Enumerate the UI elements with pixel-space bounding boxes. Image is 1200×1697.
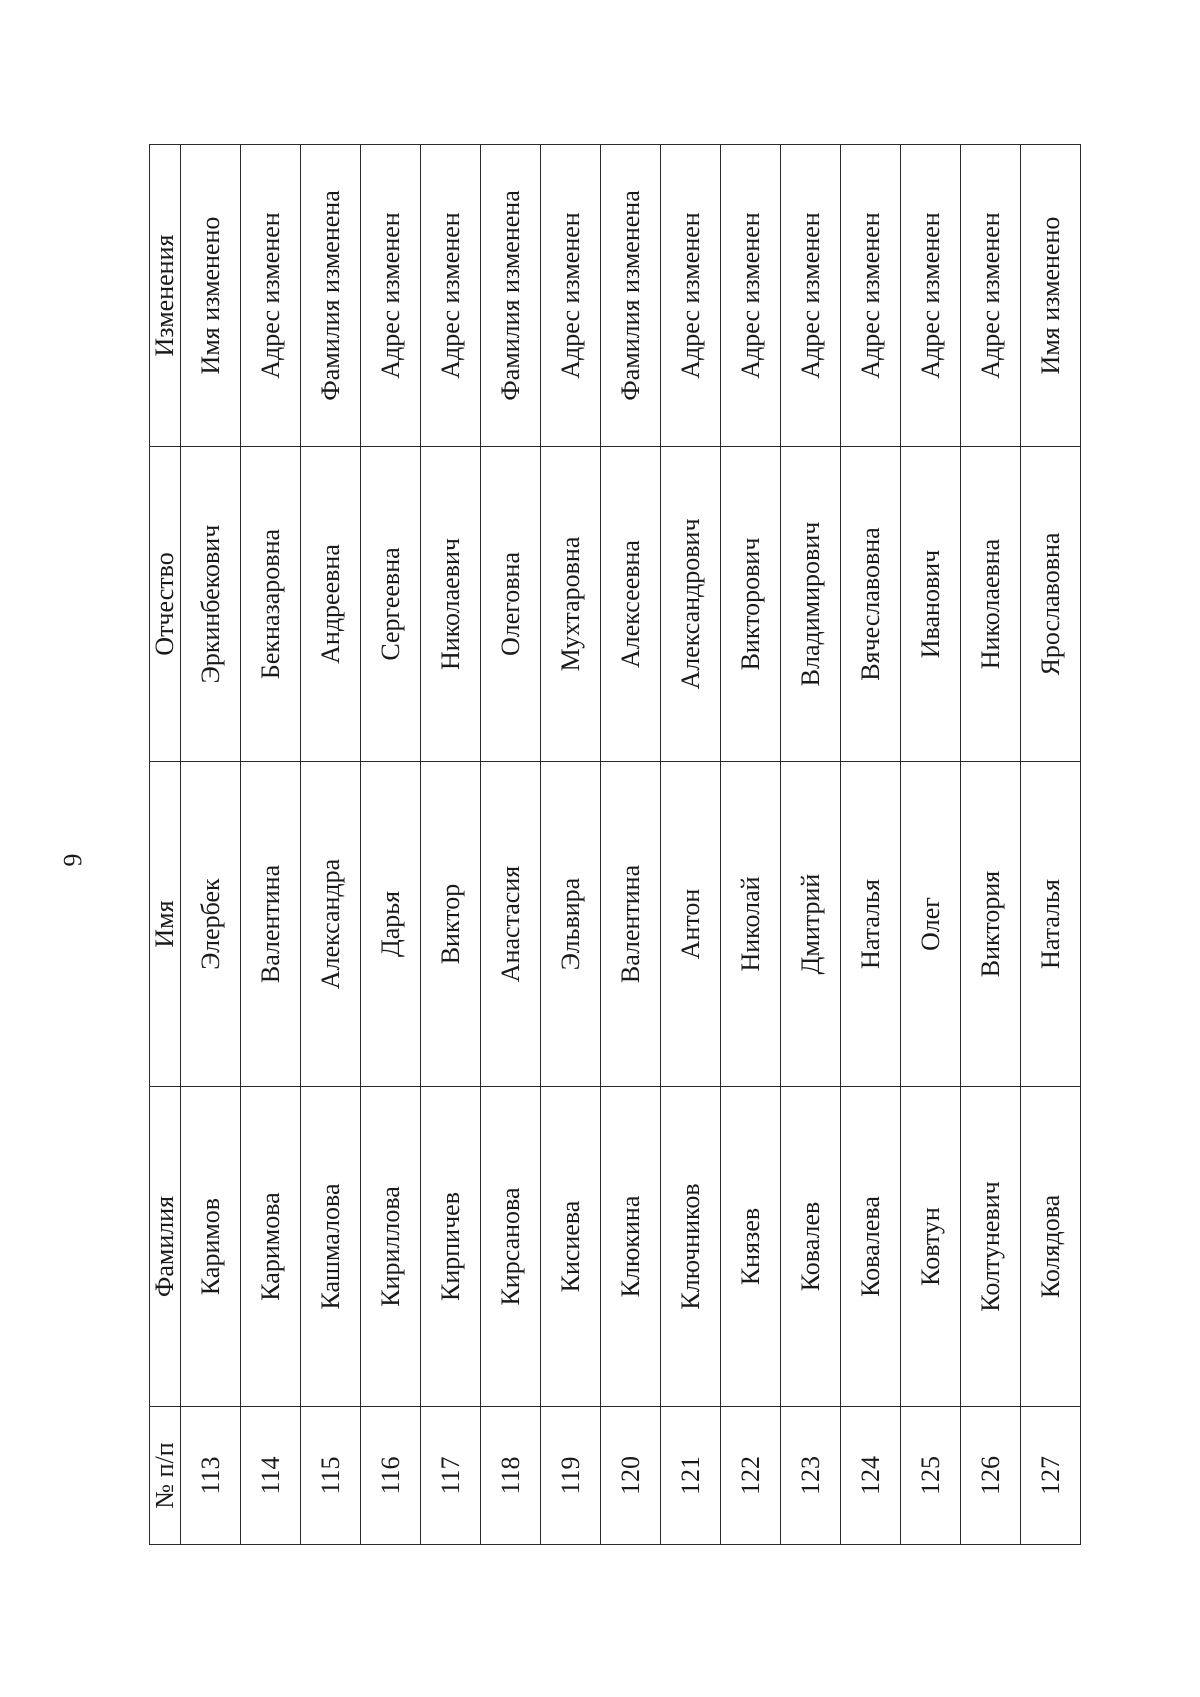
header-patronymic: Отчество — [150, 447, 181, 762]
cell-patronymic: Вячеславовна — [841, 447, 901, 762]
cell-last-name: Ковтун — [901, 1087, 961, 1407]
cell-first-name: Виктор — [421, 762, 481, 1087]
cell-first-name: Наталья — [841, 762, 901, 1087]
cell-number: 127 — [1021, 1407, 1081, 1545]
cell-patronymic: Николаевич — [421, 447, 481, 762]
cell-number: 126 — [961, 1407, 1021, 1545]
cell-changes: Адрес изменен — [241, 145, 301, 447]
cell-patronymic: Олеговна — [481, 447, 541, 762]
cell-changes: Фамилия изменена — [481, 145, 541, 447]
cell-patronymic: Викторович — [721, 447, 781, 762]
cell-changes: Адрес изменен — [421, 145, 481, 447]
page-number: 6 — [58, 853, 87, 867]
cell-last-name: Кашмалова — [301, 1087, 361, 1407]
cell-number: 120 — [601, 1407, 661, 1545]
cell-last-name: Колтуневич — [961, 1087, 1021, 1407]
cell-patronymic: Бекназаровна — [241, 447, 301, 762]
table-row — [481, 145, 541, 1545]
cell-changes: Имя изменено — [181, 145, 241, 447]
cell-number: 124 — [841, 1407, 901, 1545]
cell-last-name: Колядова — [1021, 1087, 1081, 1407]
cell-number: 122 — [721, 1407, 781, 1545]
cell-number: 123 — [781, 1407, 841, 1545]
table-row — [661, 145, 721, 1545]
cell-changes: Адрес изменен — [781, 145, 841, 447]
table-row — [541, 145, 601, 1545]
header-first-name: Имя — [150, 762, 181, 1087]
table-row — [841, 145, 901, 1545]
cell-last-name: Кириллова — [361, 1087, 421, 1407]
cell-number: 125 — [901, 1407, 961, 1545]
cell-number: 119 — [541, 1407, 601, 1545]
cell-last-name: Кирсанова — [481, 1087, 541, 1407]
table-row — [421, 145, 481, 1545]
table-header-row — [150, 145, 181, 1545]
cell-number: 113 — [181, 1407, 241, 1545]
cell-changes: Адрес изменен — [541, 145, 601, 447]
table-row — [361, 145, 421, 1545]
table-row — [961, 145, 1021, 1545]
header-number: № п/п — [150, 1407, 181, 1545]
table-row — [1021, 145, 1081, 1545]
cell-last-name: Каримова — [241, 1087, 301, 1407]
table-row — [901, 145, 961, 1545]
cell-patronymic: Сергеевна — [361, 447, 421, 762]
cell-changes: Адрес изменен — [901, 145, 961, 447]
cell-first-name: Александра — [301, 762, 361, 1087]
cell-last-name: Каримов — [181, 1087, 241, 1407]
cell-first-name: Эльвира — [541, 762, 601, 1087]
cell-patronymic: Николаевна — [961, 447, 1021, 762]
cell-first-name: Валентина — [601, 762, 661, 1087]
table-row — [241, 145, 301, 1545]
cell-changes: Фамилия изменена — [601, 145, 661, 447]
cell-first-name: Дмитрий — [781, 762, 841, 1087]
header-last-name: Фамилия — [150, 1087, 181, 1407]
cell-changes: Фамилия изменена — [301, 145, 361, 447]
cell-patronymic: Иванович — [901, 447, 961, 762]
cell-first-name: Наталья — [1021, 762, 1081, 1087]
cell-patronymic: Владимирович — [781, 447, 841, 762]
cell-changes: Адрес изменен — [961, 145, 1021, 447]
cell-changes: Адрес изменен — [841, 145, 901, 447]
cell-changes: Адрес изменен — [661, 145, 721, 447]
cell-first-name: Антон — [661, 762, 721, 1087]
cell-changes: Адрес изменен — [721, 145, 781, 447]
cell-number: 118 — [481, 1407, 541, 1545]
registry-table — [149, 144, 1081, 1545]
table-row — [781, 145, 841, 1545]
cell-last-name: Ключников — [661, 1087, 721, 1407]
cell-number: 115 — [301, 1407, 361, 1545]
cell-changes: Имя изменено — [1021, 145, 1081, 447]
cell-last-name: Кирпичев — [421, 1087, 481, 1407]
cell-number: 116 — [361, 1407, 421, 1545]
cell-patronymic: Алексеевна — [601, 447, 661, 762]
table-row — [601, 145, 661, 1545]
cell-first-name: Олег — [901, 762, 961, 1087]
cell-patronymic: Эркинбекович — [181, 447, 241, 762]
cell-patronymic: Мухтаровна — [541, 447, 601, 762]
cell-first-name: Дарья — [361, 762, 421, 1087]
registry-table-container — [149, 145, 1081, 1545]
cell-last-name: Кисиева — [541, 1087, 601, 1407]
cell-patronymic: Андреевна — [301, 447, 361, 762]
table-row — [181, 145, 241, 1545]
cell-last-name: Ковалев — [781, 1087, 841, 1407]
cell-first-name: Анастасия — [481, 762, 541, 1087]
table-row — [301, 145, 361, 1545]
header-changes: Изменения — [150, 145, 181, 447]
cell-first-name: Валентина — [241, 762, 301, 1087]
cell-last-name: Клюкина — [601, 1087, 661, 1407]
cell-last-name: Князев — [721, 1087, 781, 1407]
cell-number: 117 — [421, 1407, 481, 1545]
cell-changes: Адрес изменен — [361, 145, 421, 447]
table-row — [721, 145, 781, 1545]
table-body — [181, 145, 1081, 1545]
cell-number: 114 — [241, 1407, 301, 1545]
cell-last-name: Ковалева — [841, 1087, 901, 1407]
cell-first-name: Николай — [721, 762, 781, 1087]
cell-patronymic: Ярославовна — [1021, 447, 1081, 762]
cell-first-name: Элербек — [181, 762, 241, 1087]
cell-first-name: Виктория — [961, 762, 1021, 1087]
cell-number: 121 — [661, 1407, 721, 1545]
cell-patronymic: Александрович — [661, 447, 721, 762]
